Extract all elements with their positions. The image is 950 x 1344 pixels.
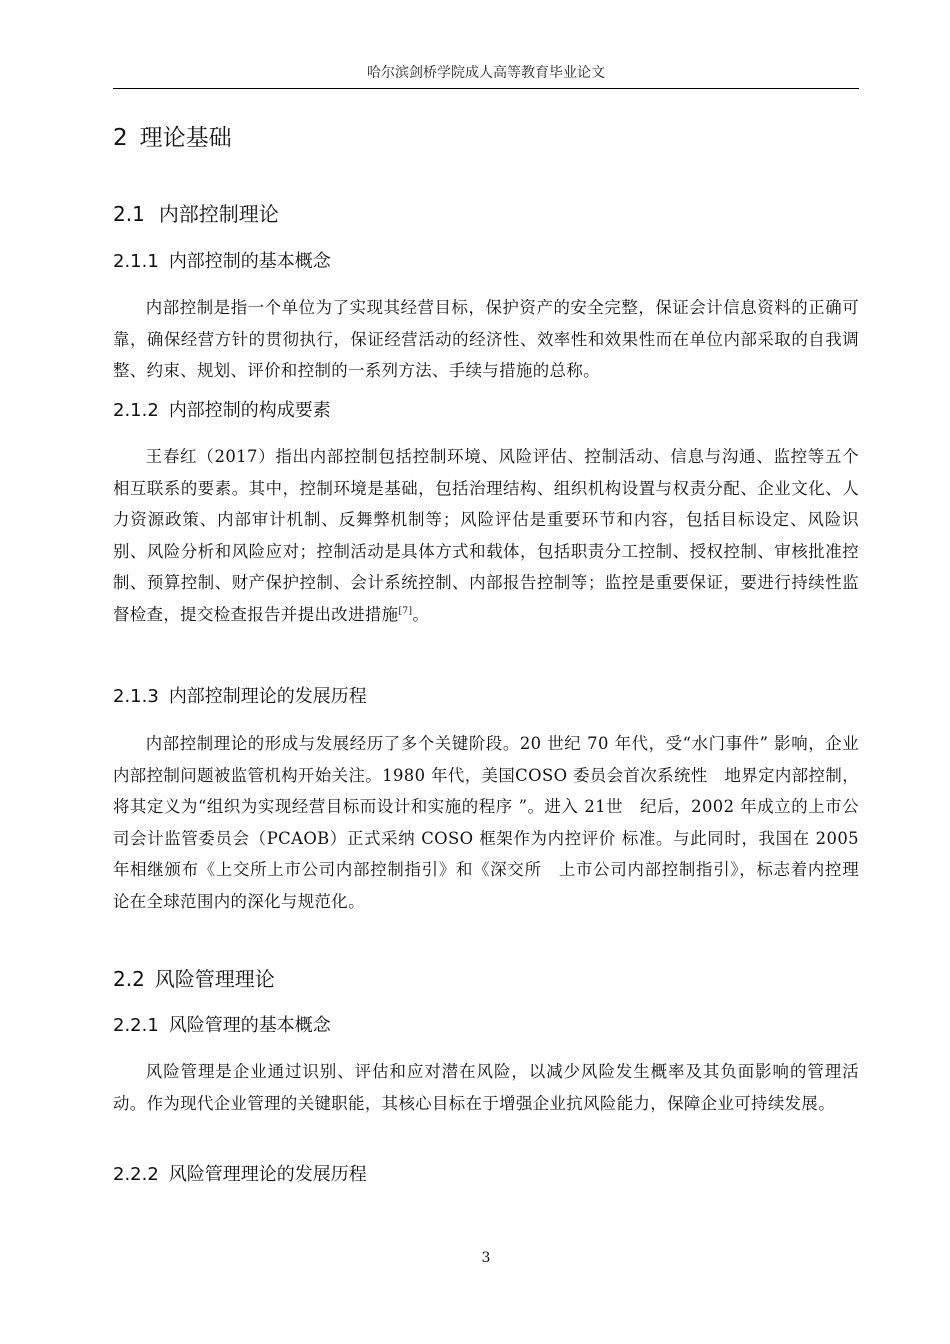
subsection-title: 内部控制的构成要素 — [168, 400, 331, 421]
paragraph-internal-control-history: 内部控制理论的形成与发展经历了多个关键阶段。20 世纪 70 年代，受“水门事件” 影响，企业内部控制问题被监管机构开始关注。1980 年代，美国COSO 委员会首次系统性 地界定内部控制，将其定义为“组织为实现经营目标而设计和实施的程序 ”。进入 21世 纪后，2002 年成立的上市公司会计监管委员会（PCAOB）正式采纳 COSO 框架作为内控评价 标准。与此同时，我国在 2005 年相继颁布《上交所上市公司内部控制指引》和《深交所 上市公司内部控制指引》，标志着内控理论在全球范围内的深化与规范化。 — [113, 734, 859, 911]
paragraph-internal-control-concept: 内部控制是指一个单位为了实现其经营目标，保护资产的安全完整，保证会计信息资料的正确可靠，确保经营方针的贯彻执行，保证经营活动的经济性、效率性和效果性而在单位内部采取的自我调整、约束、规划、评价和控制的一系列方法、手续与措施的总称。 — [113, 298, 859, 380]
subsection-title: 风险管理理论的发展历程 — [168, 1164, 367, 1185]
subsection-number: 2.1.1 — [113, 251, 159, 272]
page-number: 3 — [481, 1250, 491, 1266]
paragraph-risk-management-concept: 风险管理是企业通过识别、评估和应对潜在风险，以减少风险发生概率及其负面影响的管理活动。作为现代企业管理的关键职能，其核心目标在于增强企业抗风险能力，保障企业可持续发展。 — [113, 1062, 859, 1113]
section-title: 风险管理理论 — [154, 967, 275, 991]
citation-marker: [7] — [398, 606, 413, 617]
section-number: 2.1 — [113, 202, 145, 226]
subsection-heading-2-2-1 — [113, 1013, 859, 1039]
subsection-number: 2.1.2 — [113, 400, 159, 421]
subsection-title: 风险管理的基本概念 — [168, 1015, 331, 1036]
chapter-number: 2 — [113, 125, 128, 151]
subsection-number: 2.1.3 — [113, 686, 159, 707]
subsection-number: 2.2.1 — [113, 1015, 159, 1036]
chapter-heading — [113, 123, 859, 153]
header-rule — [113, 88, 859, 89]
subsection-heading-2-1-1 — [113, 249, 859, 275]
subsection-number: 2.2.2 — [113, 1164, 159, 1185]
subsection-heading-2-1-2 — [113, 398, 859, 424]
chapter-title: 理论基础 — [139, 125, 232, 151]
running-header: 哈尔滨剑桥学院成人高等教育毕业论文 — [367, 65, 605, 81]
subsection-heading-2-2-2 — [113, 1162, 859, 1188]
subsection-heading-2-1-3 — [113, 684, 859, 710]
subsection-title: 内部控制理论的发展历程 — [168, 686, 367, 707]
paragraph-text: 王春红（2017）指出内部控制包括控制环境、风险评估、控制活动、信息与沟通、监控等五个相互联系的要素。其中，控制环境是基础，包括治理结构、组织机构设置与权责分配、企业文化、人力资源政策、内部审计机制、反舞弊机制等；风险评估是重要环节和内容，包括目标设定、风险识别、风险分析和风险应对；控制活动是具体方式和载体，包括职责分工控制、授权控制、审核批准控制、预算控制、财产保护控制、会计系统控制、内部报告控制等；监控是重要保证，要进行持续性监督检查，提交检查报告并提出改进措施 — [113, 447, 859, 624]
section-heading-2-2 — [113, 965, 859, 993]
section-heading-2-1 — [113, 200, 859, 228]
subsection-title: 内部控制的基本概念 — [168, 251, 331, 272]
section-title: 内部控制理论 — [158, 202, 279, 226]
paragraph-internal-control-elements — [113, 441, 859, 630]
section-number: 2.2 — [113, 967, 145, 991]
paragraph-end: 。 — [412, 604, 430, 624]
